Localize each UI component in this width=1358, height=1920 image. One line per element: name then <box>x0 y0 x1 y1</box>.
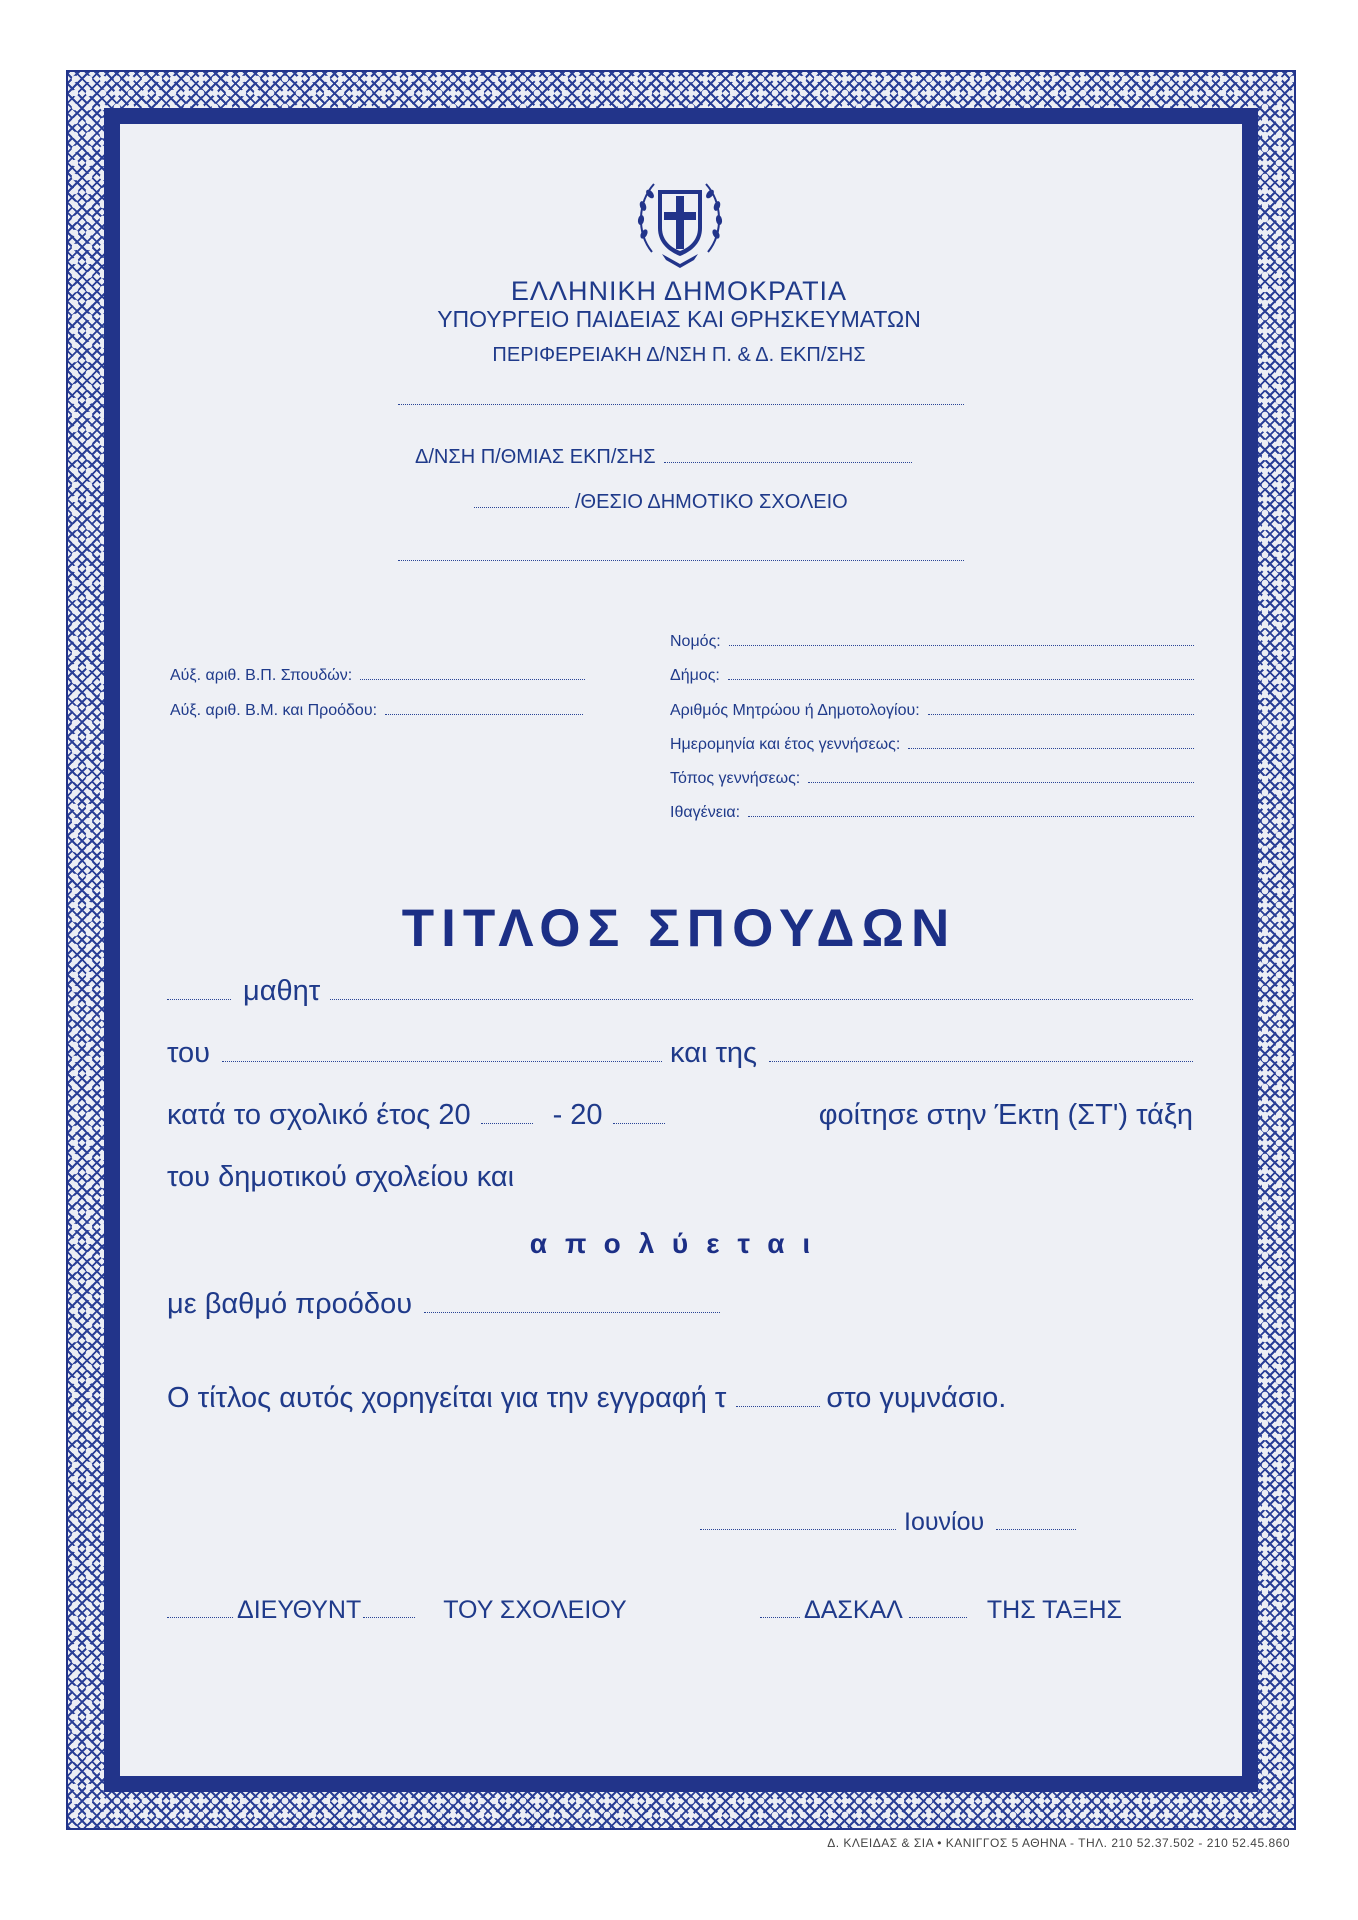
dotted-line-2 <box>398 560 964 561</box>
birthplace-field[interactable] <box>808 781 1194 783</box>
date-year-field[interactable] <box>996 1528 1076 1530</box>
of-class-label: ΤΗΣ ΤΑΞΗΣ <box>986 1596 1123 1624</box>
of-school-label: ΤΟΥ ΣΧΟΛΕΙΟΥ <box>443 1596 627 1624</box>
mitroo-row <box>670 702 1194 720</box>
vm-label: Αύξ. αριθ. Β.Μ. και Προόδου: <box>170 702 378 719</box>
primary-school-row <box>167 1161 514 1194</box>
year-dash-label: - 20 <box>552 1099 603 1131</box>
student-name-field[interactable] <box>330 998 1193 1000</box>
father-label: του <box>167 1037 211 1069</box>
parents-row <box>167 1037 1193 1070</box>
attended-label: φοίτησε στην Έκτη (ΣΤ') τάξη <box>818 1099 1193 1131</box>
dimos-field[interactable] <box>728 678 1194 680</box>
nationality-row <box>670 804 1194 822</box>
date-place-day-field[interactable] <box>700 1528 896 1530</box>
student-row <box>167 975 1193 1008</box>
director-ending-field[interactable] <box>363 1616 415 1618</box>
grade-row <box>167 1288 720 1321</box>
birthplace-row <box>670 770 1194 788</box>
enrollment-label: Ο τίτλος αυτός χορηγείται για την εγγραφή τ <box>167 1382 727 1414</box>
enrollment-article-field[interactable] <box>736 1405 820 1407</box>
dimos-row <box>670 667 1194 685</box>
director-label: ΔΙΕΥΘΥΝΤ <box>237 1596 362 1624</box>
directorate-row <box>415 446 912 469</box>
vm-row <box>170 702 583 720</box>
year-start-field[interactable] <box>481 1122 533 1124</box>
header-regional-directorate: ΠΕΡΙΦΕΡΕΙΑΚΗ Δ/ΝΣΗ Π. & Δ. ΕΚΠ/ΣΗΣ <box>492 344 866 366</box>
school-label: /ΘΕΣΙΟ ΔΗΜΟΤΙΚΟ ΣΧΟΛΕΙΟ <box>575 491 848 513</box>
graduates-label: απολύεται <box>529 1228 829 1259</box>
enrollment-row <box>167 1382 1006 1415</box>
nationality-label: Ιθαγένεια: <box>670 804 741 821</box>
school-year-label: κατά το σχολικό έτος 20 <box>167 1099 471 1131</box>
birthdate-field[interactable] <box>908 747 1194 749</box>
dimos-label: Δήμος: <box>670 667 720 684</box>
header-republic: ΕΛΛΗΝΙΚΗ ΔΗΜΟΚΡΑΤΙΑ <box>510 276 848 306</box>
date-row <box>700 1508 1076 1537</box>
mitroo-field[interactable] <box>928 713 1194 715</box>
student-article-field[interactable] <box>167 998 231 1000</box>
teacher-article-field[interactable] <box>760 1616 800 1618</box>
nomos-field[interactable] <box>729 644 1194 646</box>
june-label: Ιουνίου <box>904 1508 985 1536</box>
school-number-field[interactable] <box>474 506 569 508</box>
certificate-title: ΤΙΤΛΟΣ ΣΠΟΥΔΩΝ <box>401 899 957 958</box>
director-article-field[interactable] <box>167 1616 233 1618</box>
nationality-field[interactable] <box>748 815 1194 817</box>
mitroo-label: Αριθμός Μητρώου ή Δημοτολογίου: <box>670 702 920 719</box>
grade-label: με βαθμό προόδου <box>167 1288 413 1320</box>
mother-label: και της <box>670 1037 758 1069</box>
header-ministry: ΥΠΟΥΡΓΕΙΟ ΠΑΙΔΕΙΑΣ ΚΑΙ ΘΡΗΣΚΕΥΜΑΤΩΝ <box>437 306 921 332</box>
dotted-line-1 <box>398 404 964 405</box>
year-end-field[interactable] <box>613 1122 665 1124</box>
vp-label: Αύξ. αριθ. Β.Π. Σπουδών: <box>170 667 353 684</box>
nomos-label: Νομός: <box>670 633 721 650</box>
nomos-row <box>670 633 1194 651</box>
teacher-ending-field[interactable] <box>909 1616 967 1618</box>
directorate-label: Δ/ΝΣΗ Π/ΘΜΙΑΣ ΕΚΠ/ΣΗΣ <box>415 446 656 468</box>
teacher-signature-row <box>760 1596 1122 1625</box>
school-year-row <box>167 1099 1193 1132</box>
primary-school-label: του δημοτικού σχολείου και <box>167 1161 515 1193</box>
birthdate-row <box>670 736 1194 754</box>
greek-coat-of-arms-emblem <box>632 172 728 272</box>
birthplace-label: Τόπος γεννήσεως: <box>670 770 801 787</box>
vm-field[interactable] <box>385 713 583 715</box>
grade-field[interactable] <box>424 1311 720 1313</box>
teacher-label: ΔΑΣΚΑΛ <box>804 1596 903 1624</box>
gymnasium-label: στο γυμνάσιο. <box>826 1382 1007 1414</box>
printer-footer: Δ. ΚΛΕΙΔΑΣ & ΣΙΑ • ΚΑΝΙΓΓΟΣ 5 ΑΘΗΝΑ - ΤΗΛ. 210 52.37.502 - 210 52.45.860 <box>827 1836 1290 1850</box>
father-name-field[interactable] <box>222 1060 662 1062</box>
vp-row <box>170 667 585 685</box>
directorate-field[interactable] <box>664 461 912 463</box>
student-label: μαθητ <box>243 975 321 1007</box>
director-signature-row <box>167 1596 627 1625</box>
school-row <box>474 491 848 514</box>
vp-field[interactable] <box>360 678 585 680</box>
birthdate-label: Ημερομηνία και έτος γεννήσεως: <box>670 736 901 753</box>
mother-name-field[interactable] <box>769 1060 1193 1062</box>
